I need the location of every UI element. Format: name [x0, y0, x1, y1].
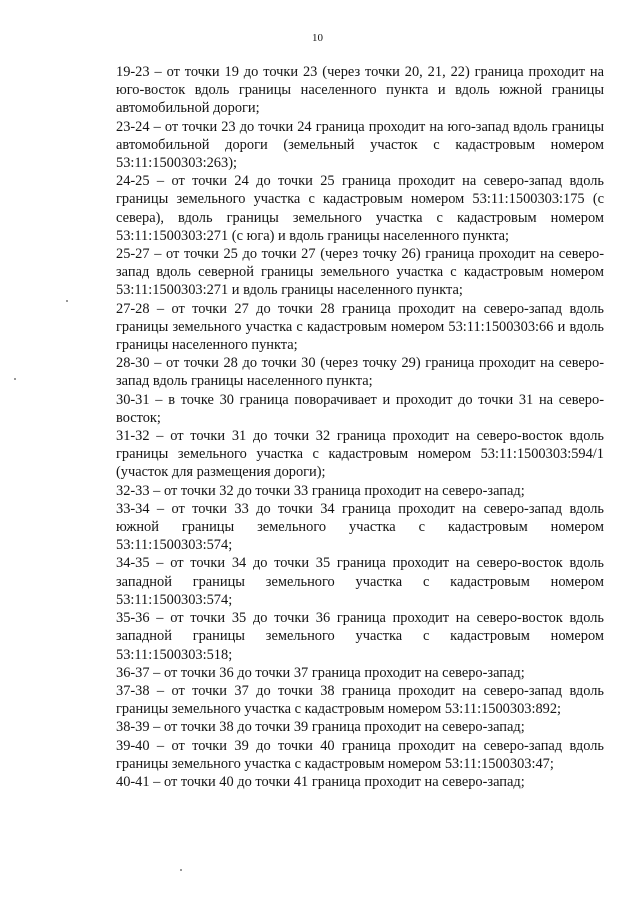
boundary-paragraph-35-36: 35-36 – от точки 35 до точки 36 граница проходит на северо-восток вдоль западной границы земельного участка с кадастровым номером 53:11:1500303:518; [116, 610, 604, 663]
boundary-paragraph-24-25: 24-25 – от точки 24 до точки 25 граница проходит на северо-запад вдоль границы земельного участка с кадастровым номером 53:11:1500303:175 (с севера), вдоль границы земельного участка с кадастровым номером 53:11:1500303:271 (с юга) и вдоль границы населенного пункта; [116, 173, 604, 244]
boundary-paragraph-37-38: 37-38 – от точки 37 до точки 38 граница проходит на северо-запад вдоль границы земельного участка с кадастровым номером 53:11:1500303:892; [116, 682, 604, 718]
boundary-paragraph-38-39: 38-39 – от точки 38 до точки 39 граница проходит на северо-запад; [116, 719, 525, 736]
boundary-paragraph-19-23: 19-23 – от точки 19 до точки 23 (через точки 20, 21, 22) граница проходит на юго-восток вдоль границы населенного пункта и вдоль южной границы автомобильной дороги; [116, 64, 604, 117]
boundary-paragraph-23-24: 23-24 – от точки 23 до точки 24 граница проходит на юго-запад вдоль границы автомобильной дороги (земельный участок с кадастровым номером 53:11:1500303:263); [116, 118, 604, 172]
boundary-paragraph-32-33: 32-33 – от точки 32 до точки 33 граница проходит на северо-запад; [116, 482, 525, 499]
scan-speck [66, 300, 68, 302]
boundary-paragraph-30-31: 30-31 – в точке 30 граница поворачивает и проходит до точки 31 на северо-восток; [116, 391, 604, 426]
boundary-paragraph-36-37: 36-37 – от точки 36 до точки 37 граница проходит на северо-запад; [116, 664, 525, 681]
boundary-paragraph-40-41: 40-41 – от точки 40 до точки 41 граница проходит на северо-запад; [116, 773, 525, 790]
boundary-paragraph-27-28: 27-28 – от точки 27 до точки 28 граница проходит на северо-запад вдоль границы земельного участка с кадастровым номером 53:11:1500303:66 и вдоль границы населенного пункта; [116, 300, 604, 354]
boundary-paragraph-25-27: 25-27 – от точки 25 до точки 27 (через точку 26) граница проходит на северо-запад вдоль северной границы земельного участка с кадастровым номером 53:11:1500303:271 и вдоль границы населенного пункта; [116, 246, 604, 299]
boundary-paragraph-39-40: 39-40 – от точки 39 до точки 40 граница проходит на северо-запад вдоль границы земельного участка с кадастровым номером 53:11:1500303:47; [116, 737, 604, 772]
page-number: 10 [312, 32, 323, 44]
scan-speck [14, 378, 16, 380]
boundary-paragraph-31-32: 31-32 – от точки 31 до точки 32 граница проходит на северо-восток вдоль границы земельного участка с кадастровым номером 53:11:1500303:594/1 (участок для размещения дороги); [116, 428, 604, 481]
boundary-paragraph-28-30: 28-30 – от точки 28 до точки 30 (через точку 29) граница проходит на северо-запад вдоль границы населенного пункта; [116, 355, 604, 390]
scan-speck [180, 869, 182, 871]
document-body [116, 63, 604, 791]
boundary-paragraph-33-34: 33-34 – от точки 33 до точки 34 граница проходит на северо-запад вдоль южной границы земельного участка с кадастровым номером 53:11:1500303:574; [116, 500, 604, 554]
boundary-paragraph-34-35: 34-35 – от точки 34 до точки 35 граница проходит на северо-восток вдоль западной границы земельного участка с кадастровым номером 53:11:1500303:574; [116, 555, 604, 608]
